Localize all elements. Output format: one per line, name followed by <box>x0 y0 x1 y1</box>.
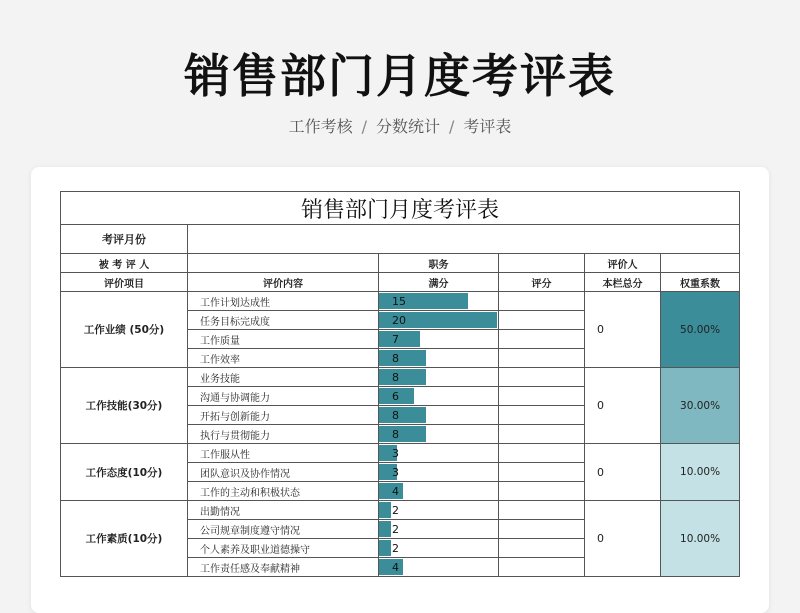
score-input-cell[interactable] <box>499 558 585 577</box>
score-input-cell[interactable] <box>499 425 585 444</box>
content-cell: 出勤情况 <box>188 501 379 520</box>
score-input-cell[interactable] <box>499 539 585 558</box>
table-row <box>61 501 740 520</box>
full-score-value: 3 <box>392 446 399 460</box>
full-score-value: 2 <box>392 503 399 517</box>
content-cell: 工作服从性 <box>188 444 379 463</box>
header-weight: 权重系数 <box>661 273 740 292</box>
full-score-value: 2 <box>392 541 399 555</box>
full-score-value: 15 <box>392 294 406 308</box>
weight-cell: 10.00% <box>661 501 740 577</box>
breadcrumb <box>0 114 800 137</box>
breadcrumb-separator: / <box>361 117 367 136</box>
sheet-title: 销售部门月度考评表 <box>61 192 740 225</box>
full-score-cell <box>379 349 499 368</box>
evaluation-sheet <box>60 191 740 577</box>
category-cell: 工作素质(10分) <box>61 501 188 577</box>
table-row <box>61 292 740 311</box>
content-cell: 业务技能 <box>188 368 379 387</box>
full-score-cell <box>379 482 499 501</box>
weight-cell: 50.00% <box>661 292 740 368</box>
full-score-cell <box>379 425 499 444</box>
header-score: 评分 <box>499 273 585 292</box>
header-section-total: 本栏总分 <box>585 273 661 292</box>
section-total-cell: 0 <box>585 501 661 577</box>
full-score-value: 7 <box>392 332 399 346</box>
month-value-cell[interactable] <box>188 225 740 254</box>
reviewer-label: 评价人 <box>585 254 661 273</box>
weight-cell: 30.00% <box>661 368 740 444</box>
full-score-cell <box>379 558 499 577</box>
content-cell: 沟通与协调能力 <box>188 387 379 406</box>
breadcrumb-separator: / <box>449 117 455 136</box>
full-score-value: 8 <box>392 427 399 441</box>
score-input-cell[interactable] <box>499 349 585 368</box>
full-score-cell <box>379 520 499 539</box>
header-full-score: 满分 <box>379 273 499 292</box>
full-score-cell <box>379 330 499 349</box>
content-cell: 任务目标完成度 <box>188 311 379 330</box>
score-input-cell[interactable] <box>499 482 585 501</box>
header-content: 评价内容 <box>188 273 379 292</box>
score-input-cell[interactable] <box>499 501 585 520</box>
content-cell: 团队意识及协作情况 <box>188 463 379 482</box>
score-input-cell[interactable] <box>499 368 585 387</box>
preview-card[interactable] <box>31 167 769 613</box>
content-cell: 工作效率 <box>188 349 379 368</box>
score-input-cell[interactable] <box>499 311 585 330</box>
full-score-value: 4 <box>392 484 399 498</box>
full-score-value: 2 <box>392 522 399 536</box>
full-score-value: 8 <box>392 351 399 365</box>
content-cell: 开拓与创新能力 <box>188 406 379 425</box>
content-cell: 执行与贯彻能力 <box>188 425 379 444</box>
position-value-cell[interactable] <box>499 254 585 273</box>
page-title: 销售部门月度考评表 <box>184 49 616 103</box>
score-input-cell[interactable] <box>499 406 585 425</box>
full-score-cell <box>379 463 499 482</box>
header-item: 评价项目 <box>61 273 188 292</box>
score-input-cell[interactable] <box>499 444 585 463</box>
breadcrumb-item[interactable]: 工作考核 <box>288 117 353 136</box>
category-cell: 工作技能(30分) <box>61 368 188 444</box>
full-score-cell <box>379 387 499 406</box>
content-cell: 工作质量 <box>188 330 379 349</box>
full-score-cell <box>379 406 499 425</box>
month-label: 考评月份 <box>61 225 188 254</box>
position-label: 职务 <box>379 254 499 273</box>
full-score-cell <box>379 368 499 387</box>
reviewer-value-cell[interactable] <box>661 254 740 273</box>
score-input-cell[interactable] <box>499 330 585 349</box>
breadcrumb-item[interactable]: 分数统计 <box>375 117 440 136</box>
full-score-cell <box>379 311 499 330</box>
content-cell: 个人素养及职业道德操守 <box>188 539 379 558</box>
reviewee-label: 被 考 评 人 <box>61 254 188 273</box>
table-row <box>61 368 740 387</box>
full-score-cell <box>379 539 499 558</box>
full-score-value: 6 <box>392 389 399 403</box>
reviewee-value-cell[interactable] <box>188 254 379 273</box>
category-cell: 工作业绩 (50分) <box>61 292 188 368</box>
table-row <box>61 444 740 463</box>
score-input-cell[interactable] <box>499 463 585 482</box>
full-score-value: 4 <box>392 560 399 574</box>
weight-cell: 10.00% <box>661 444 740 501</box>
category-cell: 工作态度(10分) <box>61 444 188 501</box>
score-input-cell[interactable] <box>499 520 585 539</box>
score-input-cell[interactable] <box>499 292 585 311</box>
content-cell: 工作的主动和积极状态 <box>188 482 379 501</box>
full-score-cell <box>379 444 499 463</box>
section-total-cell: 0 <box>585 368 661 444</box>
full-score-value: 8 <box>392 370 399 384</box>
content-cell: 工作计划达成性 <box>188 292 379 311</box>
breadcrumb-item[interactable]: 考评表 <box>463 117 512 136</box>
section-total-cell: 0 <box>585 444 661 501</box>
full-score-value: 20 <box>392 313 406 327</box>
section-total-cell: 0 <box>585 292 661 368</box>
full-score-cell <box>379 501 499 520</box>
full-score-value: 3 <box>392 465 399 479</box>
content-cell: 公司规章制度遵守情况 <box>188 520 379 539</box>
content-cell: 工作责任感及奉献精神 <box>188 558 379 577</box>
score-input-cell[interactable] <box>499 387 585 406</box>
full-score-value: 8 <box>392 408 399 422</box>
full-score-cell <box>379 292 499 311</box>
